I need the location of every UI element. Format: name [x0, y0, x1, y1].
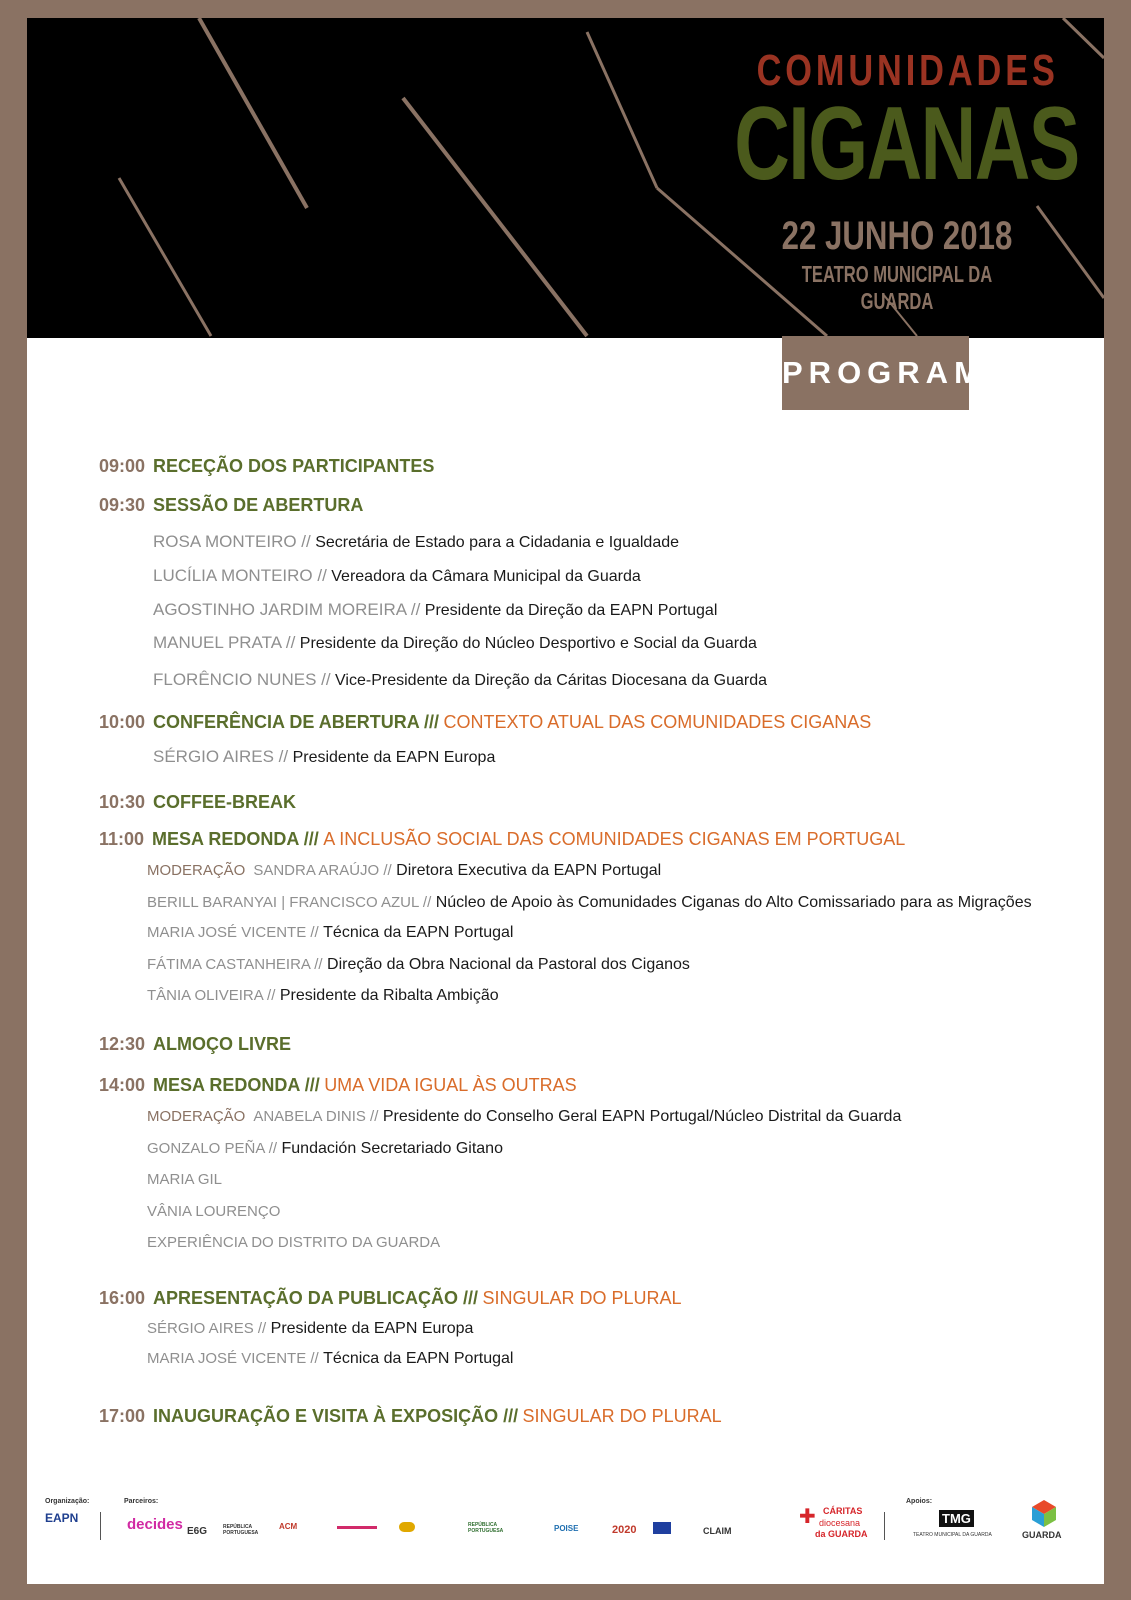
schedule-item: [99, 1406, 722, 1427]
time-label: 16:00: [99, 1288, 146, 1308]
guarda-logo: GUARDA: [1022, 1530, 1062, 1540]
time-label: 14:00: [99, 1075, 146, 1095]
speaker-line: [147, 1171, 222, 1189]
speaker-name: BERILL BARANYAI | FRANCISCO AZUL //: [147, 894, 432, 911]
speaker-name: ANABELA DINIS //: [253, 1108, 379, 1125]
speaker-name: FÁTIMA CASTANHEIRA //: [147, 956, 323, 973]
speaker-name: MARIA JOSÉ VICENTE //: [147, 924, 319, 941]
time-label: 17:00: [99, 1406, 146, 1426]
session-subtitle: SINGULAR DO PLURAL: [522, 1406, 722, 1426]
speaker-role: Técnica da EAPN Portugal: [323, 924, 514, 941]
speaker-role: Vice-Presidente da Direção da Cáritas Diocesana da Guarda: [335, 672, 767, 689]
speaker-name: SÉRGIO AIRES //: [153, 747, 289, 766]
caritas-name: CÁRITAS: [823, 1506, 863, 1516]
time-label: 11:00: [99, 829, 145, 849]
speaker-line: [147, 1234, 440, 1252]
session-subtitle: UMA VIDA IGUAL ÀS OUTRAS: [324, 1075, 577, 1095]
speaker-name: ROSA MONTEIRO //: [153, 532, 311, 551]
schedule-item: [99, 1034, 291, 1055]
speaker-role: Presidente da Direção da EAPN Portugal: [424, 602, 718, 619]
speaker-line: [153, 747, 495, 767]
event-date: 22 JUNHO 2018: [781, 214, 1013, 258]
speaker-line: [153, 633, 757, 653]
speaker-name: EXPERIÊNCIA DO DISTRITO DA GUARDA: [147, 1234, 441, 1251]
speaker-role: Presidente da EAPN Europa: [292, 749, 496, 766]
speaker-line: [153, 532, 679, 552]
session-title: MESA REDONDA ///: [153, 1075, 320, 1095]
speaker-line: [147, 1108, 901, 1126]
speaker-role: Técnica da EAPN Portugal: [323, 1350, 514, 1367]
caritas-place: da GUARDA: [815, 1529, 868, 1539]
schedule-item: [99, 712, 871, 733]
speaker-role: Vereadora da Câmara Municipal da Guarda: [331, 568, 641, 585]
speaker-role: Fundación Secretariado Gitano: [281, 1140, 503, 1157]
speaker-line: [153, 600, 717, 620]
divider: [100, 1512, 101, 1540]
session-subtitle: CONTEXTO ATUAL DAS COMUNIDADES CIGANAS: [443, 712, 872, 732]
speaker-line: [147, 987, 499, 1005]
schedule-item: [99, 1288, 682, 1309]
speaker-line: [153, 566, 641, 586]
caritas-sub: diocesana: [819, 1518, 861, 1528]
speaker-line: [147, 1320, 473, 1338]
session-title: CONFERÊNCIA DE ABERTURA ///: [153, 712, 440, 732]
speaker-line: [147, 956, 690, 974]
speaker-role: Direção da Obra Nacional da Pastoral dos Ciganos: [327, 956, 690, 973]
decides-logo: decides: [127, 1516, 183, 1533]
speaker-name: SÉRGIO AIRES //: [147, 1320, 267, 1337]
e6g-logo: E6G: [187, 1526, 208, 1537]
speaker-line: [147, 1203, 280, 1221]
poster-header: [27, 18, 1104, 338]
speaker-line: [147, 1140, 503, 1158]
speaker-name: VÂNIA LOURENÇO: [147, 1203, 281, 1220]
claim-logo: CLAIM: [703, 1526, 732, 1536]
speaker-role: Diretora Executiva da EAPN Portugal: [396, 862, 662, 879]
speaker-line: [153, 670, 767, 690]
poise-logo: POISE: [554, 1524, 579, 1533]
sponsor-mark: [399, 1522, 415, 1532]
session-subtitle: A INCLUSÃO SOCIAL DAS COMUNIDADES CIGANAS EM PORTUGAL: [323, 829, 906, 849]
poster-page: [27, 18, 1104, 1584]
title-comunidades: COMUNIDADES: [756, 46, 1059, 95]
tmg-subtitle: TEATRO MUNICIPAL DA GUARDA: [913, 1532, 992, 1538]
title-ciganas: CIGANAS: [734, 86, 1079, 202]
eapn-logo: EAPN: [45, 1511, 79, 1525]
session-title: RECEÇÃO DOS PARTICIPANTES: [153, 456, 435, 476]
session-title: APRESENTAÇÃO DA PUBLICAÇÃO ///: [153, 1288, 479, 1308]
schedule-item: [99, 1075, 577, 1096]
speaker-name: SANDRA ARAÚJO //: [253, 862, 392, 879]
speaker-name: MANUEL PRATA //: [153, 633, 296, 652]
speaker-role: Secretária de Estado para a Cidadania e Igualdade: [315, 534, 680, 551]
schedule-item: [99, 495, 363, 516]
eu-flag-icon: [653, 1522, 671, 1534]
moderation-label: MODERAÇÃO: [147, 1108, 246, 1125]
sponsor-footer: [27, 1498, 1104, 1584]
apoios-label: Apoios:: [906, 1498, 933, 1505]
event-venue: TEATRO MUNICIPAL DA GUARDA: [801, 261, 993, 314]
guarda-cube-icon: [1030, 1498, 1058, 1528]
speaker-role: Presidente da Direção do Núcleo Desportivo e Social da Guarda: [299, 635, 757, 652]
tmg-logo: TMG: [939, 1510, 974, 1527]
speaker-line: [147, 862, 661, 880]
time-label: 12:30: [99, 1034, 146, 1054]
schedule-item: [99, 792, 296, 813]
speaker-role: Presidente da EAPN Europa: [270, 1320, 474, 1337]
speaker-line: [147, 1350, 513, 1368]
acm-logo: ACM: [279, 1522, 298, 1531]
schedule-item: [99, 456, 434, 477]
speaker-role: Núcleo de Apoio às Comunidades Ciganas do Alto Comissariado para as Migrações: [435, 894, 1032, 911]
speaker-role: Presidente da Ribalta Ambição: [279, 987, 499, 1004]
republica-portuguesa-logo: REPÚBLICA PORTUGUESA: [223, 1524, 259, 1536]
time-label: 10:00: [99, 712, 146, 732]
schedule-item: [99, 829, 905, 850]
speaker-line: [147, 924, 513, 942]
organizacao-label: Organização:: [45, 1498, 90, 1505]
divider: [884, 1512, 885, 1540]
session-title: INAUGURAÇÃO E VISITA À EXPOSIÇÃO ///: [153, 1406, 519, 1426]
session-title: MESA REDONDA ///: [152, 829, 319, 849]
moderation-label: MODERAÇÃO: [147, 862, 246, 879]
time-label: 09:30: [99, 495, 146, 515]
portugal2020-logo: 2020: [612, 1524, 637, 1536]
programa-label: PROGRAMA: [782, 336, 969, 410]
speaker-name: FLORÊNCIO NUNES //: [153, 670, 331, 689]
speaker-role: Presidente do Conselho Geral EAPN Portugal/Núcleo Distrital da Guarda: [382, 1108, 902, 1125]
speaker-name: MARIA JOSÉ VICENTE //: [147, 1350, 319, 1367]
parceiros-label: Parceiros:: [124, 1498, 159, 1505]
speaker-name: TÂNIA OLIVEIRA //: [147, 987, 276, 1004]
session-title: ALMOÇO LIVRE: [153, 1034, 292, 1054]
speaker-name: AGOSTINHO JARDIM MOREIRA //: [153, 600, 421, 619]
session-subtitle: SINGULAR DO PLURAL: [482, 1288, 682, 1308]
speaker-name: LUCÍLIA MONTEIRO //: [153, 566, 327, 585]
session-title: SESSÃO DE ABERTURA: [153, 495, 364, 515]
time-label: 10:30: [99, 792, 146, 812]
speaker-name: MARIA GIL: [147, 1171, 223, 1188]
time-label: 09:00: [99, 456, 146, 476]
republica-portuguesa-logo: REPÚBLICA PORTUGUESA: [468, 1522, 504, 1534]
caritas-cross-icon: ✚: [799, 1506, 816, 1528]
speaker-line: [147, 894, 1032, 912]
sponsor-mark: [337, 1526, 377, 1529]
session-title: COFFEE-BREAK: [153, 792, 297, 812]
speaker-name: GONZALO PEÑA //: [147, 1140, 278, 1157]
